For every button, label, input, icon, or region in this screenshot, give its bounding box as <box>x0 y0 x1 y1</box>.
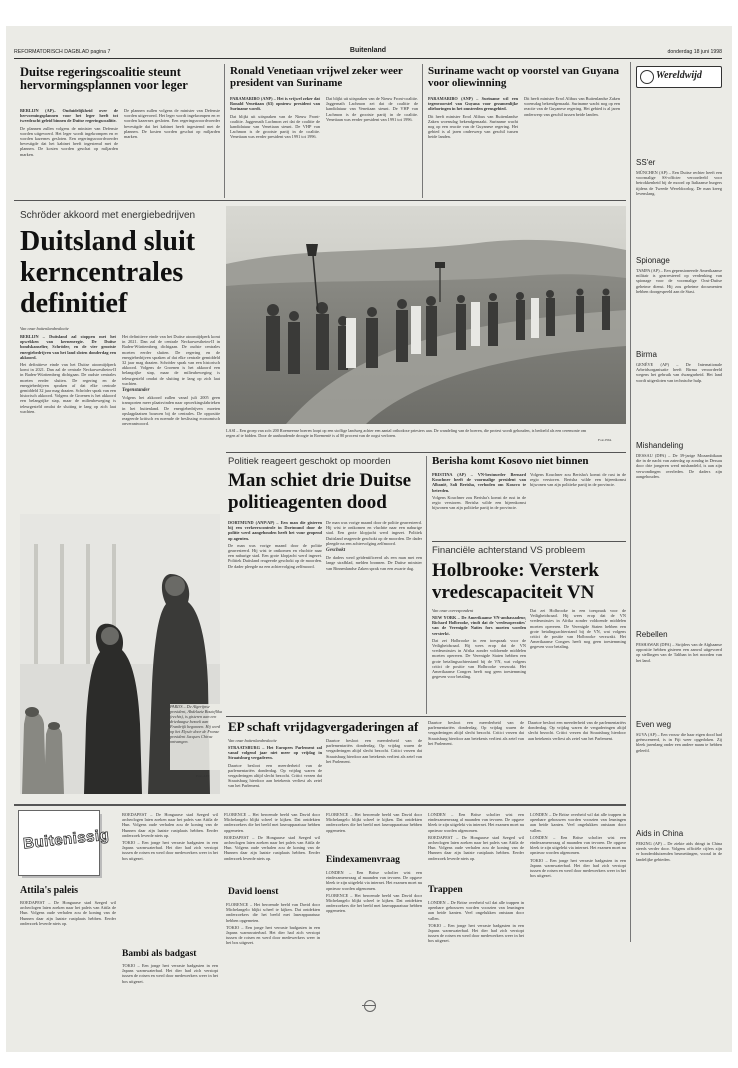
ep-text-col4: Daartoe besloot een meerderheid van de parlementariërs donderdag. Op vrijdag waren de vergaderingen altijd slecht bezocht. Critici vrezen dat Straatsburg hierdoor aan betekenis verliest als zetel van het Parlement. <box>528 720 626 741</box>
buitenissig-box <box>18 810 111 876</box>
procession-photo-caption: LASI – Een groep van zo'n 200 Roemeense boeren loopt op een stoffige landweg achter een aantal orthodoxe priesters aan. De wandeling van de boeren, die protest wordt gehouden, is bedoeld als een ceremonie om regen af te bidden. Door de aanhoudende droogte in Roemenië is al 80 procent van de oogst verloren. <box>226 428 587 438</box>
main-story-kicker: Schröder akkoord met energiebedrijven <box>20 210 196 221</box>
wereldwijd-logo <box>636 66 722 88</box>
globe-icon <box>640 70 654 84</box>
registration-mark <box>364 1000 376 1012</box>
buitenissig-col3-a: FLORENCE – Het beroemde beeld van David door Michelangelo blijkt scheel te kijken. Dat ontdekten onderzoekers die het beeld met laserapparatuur hebben opgemeten. BOEDAPEST – De Hongaarse stad Szeged wil archeologen laten zoeken naar het paleis van Attila de Hun. Volgens oude verhalen zou de koning van de Hunnen daar zijn laatste rustplaats hebben. Eerder onderzoek leverde niets op. <box>224 812 320 861</box>
top-story-1-text-col2: De plannen zullen volgens de minister van Defensie worden uitgevoerd. Het leger wordt ingekrompen en er worden kazernes gesloten. Een regeringswoordvoerder bevestigde dat het kabinet heeft ingestemd met de plannen. De kosten worden geschat op miljarden marken. <box>124 108 220 140</box>
politicians-photo-credit: Foto AFP <box>196 774 210 778</box>
top-story-1-text: BERLIJN (AP)– Onduidelijkheid over de hervormingsplannen voor het leger heeft tot tweedracht geleid binnen de Duitse regeringscoalitie. De plannen zullen volgens de minister van Defensie worden uitgevoerd. Het leger wordt ingekrompen en er worden kazernes gesloten. Een regeringswoordvoerder bevestigde dat het kabinet heeft ingestemd met de plannen. De kosten worden geschat op miljarden marken. <box>20 108 118 157</box>
ww-item-3-headline: Birma <box>636 350 657 359</box>
procession-photo-credit: Foto EPA <box>598 438 612 442</box>
ww-item-4-text: DESSAU (DPA) – De 39-jarige Mozambikaan die in de nacht van zaterdag op zondag in Dessau door drie jongeren werd mishandeld, is aan zijn verwondingen overleden. De daders zijn aangehouden. <box>636 453 722 479</box>
wereldwijd-label: Wereldwijd <box>656 70 702 81</box>
procession-photo-icon <box>226 206 626 424</box>
ww-item-1-headline: SS'er <box>636 158 656 167</box>
buitenissig-label: Buitenissig <box>22 826 111 853</box>
holbrooke-text-col2: Dat zei Holbrooke in een toespraak voor de Veiligheidsraad. Hij wees erop dat de VN vredesmissies in Afrika zonder voldoende middelen moeten opereren. De Verenigde Staten hebben een grote betalingsachterstand bij de VN, wat volgens critici de positie van Holbrooke verzwakt. Het Amerikaanse Congres heeft nog geen toestemming gegeven voor betaling. <box>530 608 626 650</box>
buitenissig-col2-a: BOEDAPEST – De Hongaarse stad Szeged wil archeologen laten zoeken naar het paleis van Attila de Hun. Volgens oude verhalen zou de koning van de Hunnen daar zijn laatste rustplaats hebben. Eerder onderzoek leverde niets op. TOKIO – Een jonge hert verraste badgasten in een Japans warmwaterbad. Het dier had zich verstopt tussen de rotsen en werd door medewerkers weer in het bos uitgezet. <box>122 812 218 861</box>
buitenissig-col4-a: FLORENCE – Het beroemde beeld van David door Michelangelo blijkt scheel te kijken. Dat ontdekten onderzoekers die het beeld met laserapparatuur hebben opgemeten. <box>326 812 422 833</box>
top-story-3-text: PARAMARIBO (ANP) – Suriname wil een tegenvoorstel van Guyana voor gezamenlijke olieboringen in het omstreden grensgebied. Dit heeft minister Errol Alibux van Buitenlandse Zaken woensdag bekendgemaakt. Suriname wacht nog op een reactie van de Guyanese regering. Het gebied is al jaren onderwerp van geschil tussen beide landen. <box>428 96 518 140</box>
ep-byline: Van onze buitenlandredactie <box>228 738 277 743</box>
masthead <box>14 44 722 59</box>
masthead-date: donderdag 18 juni 1998 <box>667 49 722 55</box>
kosovo-headline: Berisha komt Kosovo niet binnen <box>432 455 589 467</box>
buitenissig-col5-a: LONDEN – Een Britse scholier wist een eindexamenvraag al maanden van tevoren. De opgave bleek te zijn uitgelekt via internet. Het examen moet nu opnieuw worden afgenomen. BOEDAPEST – De Hongaarse stad Szeged wil archeologen laten zoeken naar het paleis van Attila de Hun. Volgens oude verhalen zou de koning van de Hunnen daar zijn laatste rustplaats hebben. Eerder onderzoek leverde niets op. <box>428 812 524 861</box>
kosovo-text-col2: Volgens Kouchner zou Berisha's komst de rust in de regio verstoren. Berisha wilde een bijeenkomst bijwonen van zijn politieke partij in de provincie. <box>530 472 626 488</box>
ww-item-4-headline: Mishandeling <box>636 441 684 450</box>
main-story-text-col1: BERLIJN – Duitsland zal stoppen met het opwekken van kernenergie. De Duitse bondskanselier, Schröder, en de vier grootste energiebedrijven van het land sloten donderdag een akkoord. Het definitieve einde van het Duitse atoomtijdperk komt in 2021. Dan zal de centrale Neckarwestheim-II in Baden-Württemberg dichtgaan. De oudste centrales moeten eerder sluiten. De regering en de energiebedrijven spraken af dat elke centrale gemiddeld 32 jaar mag draaien. Schröder sprak van een historisch akkoord. Volgens de Groenen is het akkoord een belangrijke stap, maar de milieubeweging is teleurgesteld omdat de sluiting te lang op zich laat wachten. <box>20 334 116 414</box>
top-story-3-headline: Suriname wacht op voorstel van Guyana voor oliewinning <box>428 65 619 89</box>
bambi-text: TOKIO – Een jonge hert verraste badgasten in een Japans warmwaterbad. Het dier had zich verstopt tussen de rotsen en werd door medewerkers weer in het bos uitgezet. <box>122 963 218 984</box>
eindexamen-text: LONDEN – Een Britse scholier wist een eindexamenvraag al maanden van tevoren. De opgave bleek te zijn uitgelekt via internet. Het examen moet nu opnieuw worden afgenomen. FLORENCE – Het beroemde beeld van David door Michelangelo blijkt scheel te kijken. Dat ontdekten onderzoekers die het beeld met laserapparatuur hebben opgemeten. <box>326 870 422 914</box>
ep-text-col1: STRAATSBURG – Het Europees Parlement zal vanaf volgend jaar niet meer op vrijdag in Straatsburg vergaderen. Daartoe besloot een meerderheid van de parlementariërs donderdag. Op vrijdag waren de vergaderingen altijd slecht bezocht. Critici vrezen dat Straatsburg hierdoor aan betekenis verliest als zetel van het Parlement. <box>228 745 322 789</box>
politics-kicker: Politiek reageert geschokt op moorden <box>228 456 391 467</box>
politics-text-col2: De man was vorige maand door de politie gearresteerd. Hij wist te ontkomen en vluchtte naar een naburige stad. Een grote klopjacht werd ingezet. Politiek Duitsland reageerde geschokt op de moorden. De dader pleegde na een achtervolging zelfmoord. Geschokt De daders werd geïdentificeerd als een man met een lange strafblad, melden bronnen. De Duitse minister van Binnenlandse Zaken sprak van een zwarte dag. <box>326 520 422 571</box>
ww-item-7-headline: Aids in China <box>636 829 684 838</box>
ww-item-2-text: TAMPA (AP) – Een gepensioneerde Amerikaanse militair is gearresteerd op verdenking van spionage voor de voormalige Oost-Duitse geheime dienst. Hij zou geheime documenten hebben doorgespeeld aan de Stasi. <box>636 268 722 294</box>
bambi-headline: Bambi als badgast <box>122 949 197 959</box>
ww-item-5-headline: Rebellen <box>636 630 668 639</box>
ww-item-2-headline: Spionage <box>636 256 670 265</box>
top-story-2-headline: Ronald Venetiaan vrijwel zeker weer president van Suriname <box>230 65 403 89</box>
ep-text-col3: Daartoe besloot een meerderheid van de parlementariërs donderdag. Op vrijdag waren de vergaderingen altijd slecht bezocht. Critici vrezen dat Straatsburg hierdoor aan betekenis verliest als zetel van het Parlement. <box>428 720 524 746</box>
procession-photo <box>226 206 626 424</box>
holbrooke-byline: Van onze correspondent <box>432 608 474 613</box>
ep-headline: EP schaft vrijdagvergaderingen af <box>228 719 419 734</box>
ww-item-7-text: PEKING (AP) – De ziekte aids dringt in China steeds verder door. Volgens officiële cijfers zijn er honderdduizenden besmettingen, vooral in de landelijke gebieden. <box>636 841 722 862</box>
politics-text-col1: DORTMUND (ANP/AP) – Een man die gisteren bij een verkeerscontrole in Dortmund door de politie werd aangehouden heeft het vuur geopend op agenten. De man was vorige maand door de politie gearresteerd. Hij wist te ontkomen en vluchtte naar een naburige stad. Een grote klopjacht werd ingezet. Politiek Duitsland reageerde geschokt op de moorden. De dader pleegde na een achtervolging zelfmoord. <box>228 520 322 569</box>
trappen-text: LONDEN – De Britse overheid wil dat alle trappen in openbare gebouwen worden voorzien van leuningen aan beide kanten. Veel ongelukken ontstaan door vallen. TOKIO – Een jonge hert verraste badgasten in een Japans warmwaterbad. Het dier had zich verstopt tussen de rotsen en werd door medewerkers weer in het bos uitgezet. <box>428 900 524 944</box>
registration-mark-cross <box>362 1005 376 1006</box>
masthead-paper-name: REFORMATORISCH DAGBLAD pagina 7 <box>14 49 111 55</box>
main-story-headline: Duitsland sluit kerncentrales definitief <box>20 226 196 319</box>
attila-headline: Attila's paleis <box>20 885 79 896</box>
top-story-2-text: PARAMARIBO (ANP) – Het is vrijwel zeker dat Ronald Venetiaan (63) opnieuw president van Suriname wordt. Dat blijkt uit uitspraken van de Nieuw Front-coalitie. Jaggernath Lachmon zei dat de coalitie de kandidatuur van Venetiaan steunt. De VHP van Lachmon is de grootste partij in de coalitie. Venetiaan was eerder president van 1991 tot 1996. <box>230 96 320 140</box>
holbrooke-text-col1: NEW YORK – De Amerikaanse VN-ambassadeur, Richard Holbrooke, vindt dat de 'vredesoperaties' van de Verenigde Naties fors moeten worden versterkt. Dat zei Holbrooke in een toespraak voor de Veiligheidsraad. Hij wees erop dat de VN vredesmissies in Afrika zonder voldoende middelen moeten opereren. De Verenigde Staten hebben een grote betalingsachterstand bij de VN, wat volgens critici de positie van Holbrooke verzwakt. Het Amerikaanse Congres heeft nog geen toestemming gegeven voor betaling. <box>432 615 526 680</box>
ww-item-5-text: PESHAWAR (DPA) – Strijders van de Afghaanse oppositie hebben gisteren een aanval uitgevoerd op stellingen van de Taliban in het noorden van het land. <box>636 642 722 663</box>
top-story-1-headline: Duitse regeringscoalitie steunt hervormingsplannen voor leger <box>20 65 188 93</box>
david-headline: David loenst <box>228 887 279 897</box>
politics-headline: Man schiet drie Duitse politieagenten dood <box>228 470 412 513</box>
attila-text: BOEDAPEST – De Hongaarse stad Szeged wil archeologen laten zoeken naar het paleis van Attila de Hun. Volgens oude verhalen zou de koning van de Hunnen daar zijn laatste rustplaats hebben. Eerder onderzoek leverde niets op. <box>20 900 116 926</box>
ww-item-6-text: SUVA (AP) – Een vrouw die haar eigen dood had geënsceneerd, is in Fiji weer opgedoken. Zij bleek jarenlang onder een andere naam te hebben geleefd. <box>636 732 722 753</box>
eindexamen-headline: Eindexamenvraag <box>326 855 400 865</box>
masthead-section: Buitenland <box>349 47 387 54</box>
ww-item-3-text: GENÈVE (AP) – De Internationale Arbeidsorganisatie heeft Birma veroordeeld wegens het gebruik van dwangarbeid. Het land wordt uitgesloten van technische hulp. <box>636 362 722 383</box>
top-story-3-text-col2: Dit heeft minister Errol Alibux van Buitenlandse Zaken woensdag bekendgemaakt. Suriname wacht nog op een reactie van de Guyanese regering. Het gebied is al jaren onderwerp van geschil tussen beide landen. <box>524 96 620 117</box>
ww-item-1-text: MÜNCHEN (AP) – Een Duitse rechter heeft een voormalige SS-officier veroordeeld voor betrokkenheid bij de moord op Italiaanse burgers tijdens de Tweede Wereldoorlog. De man kreeg levenslang. <box>636 170 722 196</box>
ww-item-6-headline: Even weg <box>636 720 672 729</box>
ep-text-col2: Daartoe besloot een meerderheid van de parlementariërs donderdag. Op vrijdag waren de vergaderingen altijd slecht bezocht. Critici vrezen dat Straatsburg hierdoor aan betekenis verliest als zetel van het Parlement. <box>326 738 422 764</box>
politicians-photo-caption: PARIJS – De Algerijnse president, Abdelaziz Bouteflika (rechts), is gisteren aan een driedaagse bezoek aan Frankrijk begonnen. Hij werd op het Elysée door de Franse president Jacques Chirac ontvangen. <box>170 704 224 770</box>
main-story-byline: Van onze buitenlandredactie <box>20 326 69 331</box>
main-story-text-col2: Het definitieve einde van het Duitse atoomtijdperk komt in 2021. Dan zal de centrale Neckarwestheim-II in Baden-Württemberg dichtgaan. De oudste centrales moeten eerder sluiten. De regering en de energiebedrijven spraken af dat elke centrale gemiddeld 32 jaar mag draaien. Schröder sprak van een historisch akkoord. Volgens de Groenen is het akkoord een belangrijke stap, maar de milieubeweging is teleurgesteld omdat de sluiting te lang op zich laat wachten. Tegenstander Volgens het akkoord zullen vanaf juli 2005 geen transporten meer plaatsvinden naar opwerkingsfabrieken in het buitenland. De energiebedrijven moeten opslagplaatsen bouwen bij de centrales. De oppositie reageerde kritisch en noemde de beslissing economisch onverantwoord. <box>122 334 220 427</box>
trappen-headline: Trappen <box>428 885 463 895</box>
holbrooke-kicker: Financiële achterstand VS probleem <box>432 545 586 556</box>
kosovo-text-col1: PRISTINA (AP) – VN-bestuurder Bernard Kouchner heeft de voormalige president van Albanië, Sali Berisha, verboden om Kosovo te betreden. Volgens Kouchner zou Berisha's komst de rust in de regio verstoren. Berisha wilde een bijeenkomst bijwonen van zijn politieke partij in de provincie. <box>432 472 526 511</box>
top-story-2-text-col2: Dat blijkt uit uitspraken van de Nieuw Front-coalitie. Jaggernath Lachmon zei dat de coalitie de kandidatuur van Venetiaan steunt. De VHP van Lachmon is de grootste partij in de coalitie. Venetiaan was eerder president van 1991 tot 1996. <box>326 96 418 122</box>
buitenissig-col6: LONDEN – De Britse overheid wil dat alle trappen in openbare gebouwen worden voorzien van leuningen aan beide kanten. Veel ongelukken ontstaan door vallen. LONDEN – Een Britse scholier wist een eindexamenvraag al maanden van tevoren. De opgave bleek te zijn uitgelekt via internet. Het examen moet nu opnieuw worden afgenomen. TOKIO – Een jonge hert verraste badgasten in een Japans warmwaterbad. Het dier had zich verstopt tussen de rotsen en werd door medewerkers weer in het bos uitgezet. <box>530 812 626 879</box>
david-text: FLORENCE – Het beroemde beeld van David door Michelangelo blijkt scheel te kijken. Dat ontdekten onderzoekers die het beeld met laserapparatuur hebben opgemeten. TOKIO – Een jonge hert verraste badgasten in een Japans warmwaterbad. Het dier had zich verstopt tussen de rotsen en werd door medewerkers weer in het bos uitgezet. <box>226 902 320 946</box>
holbrooke-headline: Holbrooke: Versterk vredescapaciteit VN <box>432 560 599 603</box>
